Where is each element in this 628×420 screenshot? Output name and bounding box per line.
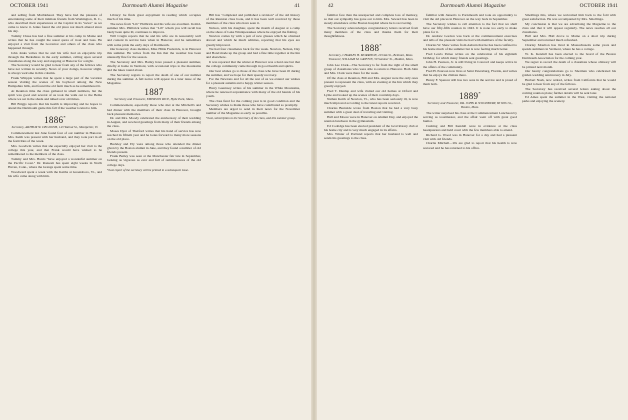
header-month: OCTOBER 1941 xyxy=(10,3,49,9)
paragraph: Dr. and Mrs. Moody celebrated the anniversary of their wedding in August, and received greetings from many of their friends among the class. xyxy=(107,116,201,129)
paragraph: Charles W. Shaw writes from Auburn that he has been confined to his home much of the summer but is now feeling much better. xyxy=(423,43,517,52)
paragraph: Newton comes by with a pair of new glasses which he obtained abroad and which he much admires, reporting that his eyes are greatly improved. xyxy=(206,34,300,47)
paragraph: Our best wishes go to those of the class who have been ill during the summer, and we hope for their speedy recovery. xyxy=(206,68,300,77)
paragraph: Moses Dyer of Thetford writes that his hand of service has now reached its fiftieth year and he looks forward to many more seasons on the old place. xyxy=(107,128,201,142)
class-year-heading xyxy=(107,88,201,97)
class-year-heading xyxy=(8,113,102,125)
text-column xyxy=(423,13,517,417)
paragraph: John Jenks writes that he and his wife had an enjoyable trip through the Berkshires in the early summer, calling upon several classmates along the way and stopping at Hanover for a night. xyxy=(8,50,102,63)
paragraph: Mrs. Winter of Portland reports that her husband is well and sends his greetings to the class. xyxy=(324,132,418,141)
page-gutter xyxy=(311,0,317,420)
running-header xyxy=(328,3,618,12)
paragraph: Herbert Nash, now retired, writes from California that he would be glad to hear from any of the fellows. xyxy=(522,77,616,86)
footnote-mark: * xyxy=(478,90,481,96)
paragraph: Dr. Andrew Gordon was back at the commencement exercises and tells of the pleasant visits he had with members of the faculty. xyxy=(423,34,517,43)
paragraph: At Reunion time the class gathered in small numbers, but the spirit was good and several of us took the walk out to the Bema where we sat in the shade and talked over old times. xyxy=(8,88,102,101)
paragraph: My conclusion is that we are advertising the Magazine to the class and that it will appear regularly. The news reaches all our classmates. xyxy=(522,21,616,34)
paragraph: Our hearty congratulations go to Sherman who celebrated his golden wedding anniversary in July. xyxy=(522,69,616,78)
paragraph: Buckley and Ely were among those who attended the dinner given by the Boston alumni in June, and they found a number of old friends present. xyxy=(107,141,201,154)
class-officers: Secretary and Treasurer, EMERSON RICE, Hyde Park, Mass. xyxy=(114,96,194,101)
paragraph: Ed Ames spent the summer in the West, visiting the national parks and enjoying the scenery. xyxy=(522,95,616,104)
paragraph: It was reported that the winter at Hanover was a hard one but that the college community came through in good health and spirits. xyxy=(206,59,300,68)
running-header xyxy=(10,3,300,12)
footnote: *Last, subscription to the Secretary of the class, and this summer group. xyxy=(206,116,296,121)
text-column xyxy=(8,13,102,417)
text-column xyxy=(522,13,616,417)
paragraph: The writer surprised his class at the Commencement Luncheon by serving as toastmaster, and the affair went off with great good humor. xyxy=(423,111,517,124)
paragraph: We had four classmates back for the week. Newton, Nelson, Day and Bond made up the group and had a fine time together at the Inn and elsewhere. xyxy=(206,47,300,60)
paragraph: Will Crugin reports that he and his wife are in reasonably well and content in service here when in Hanover, and he remembers with some pride the early days of Dartmouth. xyxy=(107,34,201,47)
footnote-mark: * xyxy=(379,42,382,48)
paragraph: The Secretary and Mrs. Bailey have passed a pleasant summer, chiefly at home in Vermont, with occasional trips to the mountains and the lakes round about. xyxy=(107,59,201,72)
footnote-mark: * xyxy=(63,114,66,120)
paragraph: Bill has "completed and published a revision" of the old history of the Reunion class book, and it has been well received by those members of the class who have seen it. xyxy=(206,13,300,26)
paragraph: Hall and Mrs. Hall drove to Maine on a short trip during September and returned much refreshed. xyxy=(522,34,616,43)
page-right xyxy=(318,0,628,420)
paragraph: John Lee Clark—The Secretary is far from the right of the small group of classmates who were able to return to Hanover. Both John and Mrs. Clark were there for the week. xyxy=(324,63,418,76)
paragraph: The Secretary regrets to report the death of one of our number during the summer. A full notice will appear in a later issue of the Magazine. xyxy=(107,72,201,85)
paragraph: Smollinga this, where we welcomed him back to the fold with great satisfaction. He was accompanied by Mrs. Smollinga. xyxy=(522,13,616,22)
header-month: OCTOBER 1941 xyxy=(579,3,618,9)
class-officers: Secretary and Treasurer, DR. JOHN R. WOODBURY, 80 Wills St., Boston, Mass. xyxy=(427,100,513,109)
paragraph: For the Newtons and for all the rest of us we extend our wishes for a pleasant autumn and a happy winter season. xyxy=(206,77,300,86)
paragraph: The Secretary has received several letters asking about the coming reunion plans; further details will be sent later. xyxy=(522,86,616,95)
paragraph: familiar face than the unexpected and complete loss of memory, so that our sympathy has gone out to him. Mrs. Seward has been in steady attendance at the Boston hospital where he is recovering. xyxy=(324,13,418,26)
paragraph: Charles Burnside wrote from Boston that he had a very busy summer with a great deal of traveling and visiting. xyxy=(324,106,418,115)
class-year-text: 1887 xyxy=(144,86,164,97)
paragraph: Fred Lewis Pattee writes on the celebration of his eightieth birthday, for which many friends sent greetings. xyxy=(423,51,517,60)
paragraph: Library: he finds great enjoyment in reading which occupies much of his time. xyxy=(107,13,201,22)
paragraph: Members are urged to send in their news for the November number of the Magazine as early as possible. xyxy=(206,107,300,116)
paragraph: Of the class at Reunion, Bill and Mrs. August were the only ones present to represent the class, with an evening at the Inn which they greatly enjoyed. xyxy=(324,76,418,89)
paragraph: Frank Whipple writes that he spent a large part of the vacation season visiting the scenes of his boyhood among the New Hampshire hills, and found the old farm much as he remembered it. xyxy=(8,76,102,89)
header-magazine: Dartmouth Alumni Magazine xyxy=(440,3,506,9)
class-year-text: 1886 xyxy=(44,114,64,125)
text-column xyxy=(107,13,201,417)
paragraph: Charlie Mitchell—We are glad to report that his health is now restored and he has returned to his office. xyxy=(423,141,517,150)
paragraph: Cushing and Bill Kendall were in evidence at the class headquarters and held court with the few members able to attend. xyxy=(423,124,517,133)
paragraph: Henry F. Spencer still has two sons in the service and is proud of them both. xyxy=(423,77,517,86)
text-column xyxy=(324,13,418,417)
paragraph: Commencement, especially those who met at the Mitchell's and had dinner with the members of their class in Hanover, brought back pleasant memories. xyxy=(107,103,201,116)
paragraph: Nelson, with his daughter, spent the month of August at a camp on the shore of Lake Winnipesaukee where he enjoyed the fishing. xyxy=(206,25,300,34)
paragraph: familiar with Jansen's to Portsmouth and took an opportunity to visit the old places in Hanover on the way back in September. xyxy=(423,13,517,22)
header-page-number: 42 xyxy=(328,3,334,9)
paragraph: Our honorary class member, Miss Hilda Frederick, is in Hanover this summer. He writes from the Inn that the weather has been unusually fine for the season. xyxy=(107,47,201,60)
paragraph: John H. Pearson, Jr. is still living in Concord and keeps active in the affairs of the community. xyxy=(423,60,517,69)
paragraph: Ed Coolidge has been elected president of the local Rotary club at his home city and is very much engaged in its affairs. xyxy=(324,123,418,132)
text-column xyxy=(206,13,300,417)
paragraph: Tommy Chase has had a fine summer at his camp in Maine and writes that he has caught the usual quota of trout and bass. He enjoyed a visit from the Governor and others of the class who happened through. xyxy=(8,33,102,50)
paragraph: Fred T. Dunlap and wife visited our old homes at Orford and Lyme and looked up the scenes of their courtship days. xyxy=(324,88,418,97)
paragraph: We regret to record the death of a classmate whose obituary will be printed next month. xyxy=(522,60,616,69)
class-year-heading xyxy=(423,89,517,101)
paragraph: Charley Moulton has lived in Massachusetts some years and spends summers in Vermont, where he has a cottage. xyxy=(522,43,616,52)
paragraph: Tommy and Mrs. Harris "have enjoyed a wonderful summer on the Pacific Coast." Dr. Ransom has spent eight weeks in North Haven, Conn., where the Grange spent some time. xyxy=(8,156,102,169)
paragraph: The class fund for the coming year is in good condition and the Secretary wishes to thank those who have contributed so promptly. xyxy=(206,98,300,107)
paragraph: The Secretary wishes to call attention to the fact that we shall have our fifty-fifth reunion in 1943. It is none too early to make plans for it. xyxy=(423,21,517,34)
header-magazine: Dartmouth Alumni Magazine xyxy=(122,3,188,9)
class-year-text: 1889 xyxy=(459,90,479,101)
header-page-number: 41 xyxy=(294,3,300,9)
paragraph: Bill Briggs reports that his health is improving and he hopes to attend the Dartmouth game this fall if the weather is kind to him. xyxy=(8,101,102,110)
paragraph: Harry Guernsey writes of his summer in the White Mountains, where he renewed acquaintance with many of the old haunts of his youth. xyxy=(206,85,300,99)
paragraph: Richard G. Wood was in Hanover for a day and had a pleasant visit with old friends. xyxy=(423,132,517,141)
paragraph: Woodward spent a week with the Keiths at Greensboro, Vt., and his wife came along with him. xyxy=(8,169,102,178)
class-officers: Secretary, ARTHUR W. DEGOOSH, 143 Walnut St., Montpelier, Vt. xyxy=(11,124,99,129)
paragraph: Fred H. Pearson now lives at Saint Petersburg, Florida, and writes that he enjoys the climate there. xyxy=(423,69,517,78)
class-year-text: 1888 xyxy=(360,42,380,53)
paragraph: and selling from Marblehead. They have had the pleasure of entertaining some of their intimate friends from Washington, D. C., who described their experiences at the Capitol in its "news" as we came to know it. Jenks found the old place not much altered since his day. xyxy=(8,13,102,34)
footnote: *Last report of the secretary will be printed in a subsequent issue. xyxy=(107,167,189,172)
paragraph: The Secretary would be glad to hear from any of the fellows who have not written in recently. News of your doings, however slight, is always welcome in this column. xyxy=(8,63,102,76)
paragraph: The Secretary acknowledges congratulatory letters received from many members of the class and thanks them for their thoughtfulness. xyxy=(324,25,418,38)
page-left xyxy=(0,0,310,420)
paragraph: Hall and Moore were in Hanover on Alumni Day, and enjoyed the reunion luncheon in the gymnasium. xyxy=(324,114,418,123)
paragraph: Mrs. Goodwin writes that she especially enjoyed her visit to the college this year, and that Frank would have wished to be remembered to the members of the class. xyxy=(8,144,102,157)
class-officers: Secretary, CHARLES H. MORRISON, 20 Oak St., Belmont, Mass. Treasurer, WILLIAM M. GRIFFIN, 59 Summer St., Malden, Mass. xyxy=(328,52,414,61)
paragraph: Commencement last June found four of our number in Hanover. Mrs. Keith was present with her husband, and they took part in all the festivities of the week. xyxy=(8,131,102,144)
paragraph: W. K. Kendall has been elected to the board of the Boston Dartmouth Association for the coming year. xyxy=(522,51,616,60)
class-year-heading xyxy=(324,41,418,53)
paragraph: Nathan Keith of Newton, Vt., who has been seriously ill, is now much improved according to the latest reports received. xyxy=(324,97,418,106)
paragraph: The news from "Lib" Philbrick and his wife are excellent. In mid-summer Mrs. Philbrick writes that "Lib" whom you will recall has lately been quite ill, continues to improve. xyxy=(107,21,201,34)
paragraph: Frank Bailey was seen at the Manchester fair late in September, looking as vigorous as ever and full of reminiscences of the old college days. xyxy=(107,154,201,167)
